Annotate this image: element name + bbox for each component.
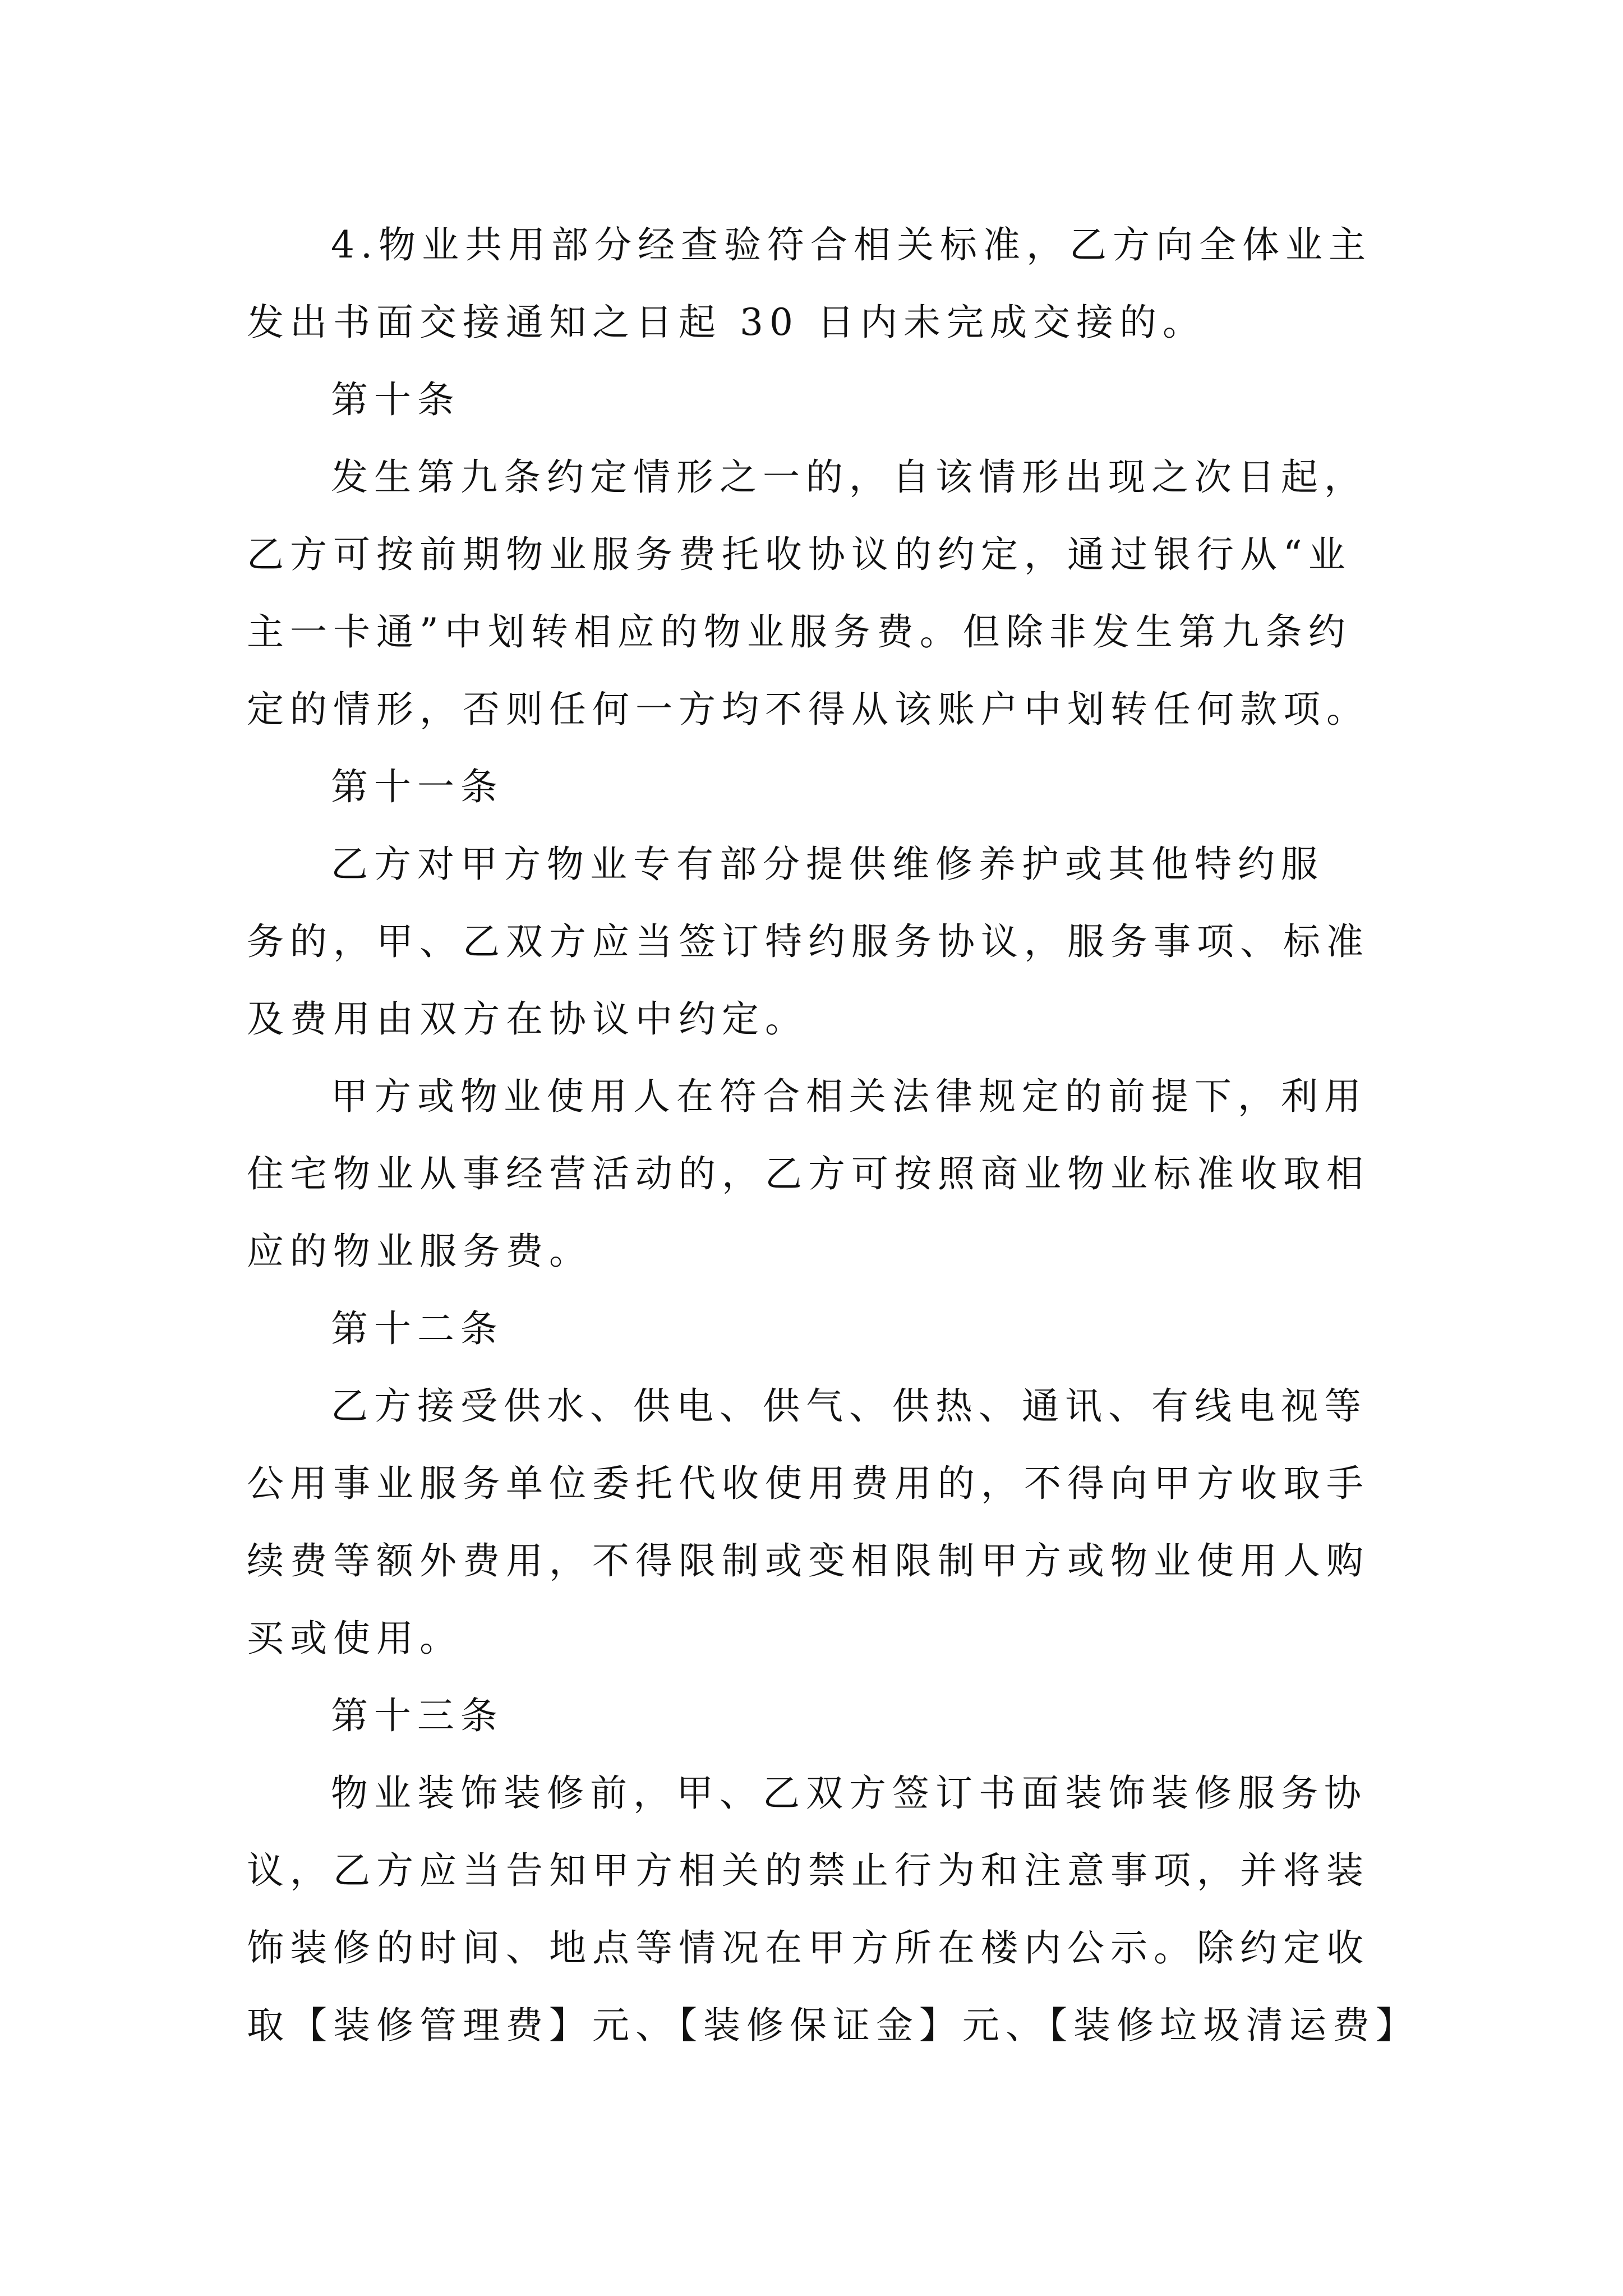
text-line: 住宅物业从事经营活动的，乙方可按照商业物业标准收取相 (247, 1152, 1370, 1195)
article-heading: 第十三条 (331, 1694, 504, 1737)
text-line: 甲方或物业使用人在符合相关法律规定的前提下，利用 (331, 1075, 1367, 1118)
text-line: 议，乙方应当告知甲方相关的禁止行为和注意事项，并将装 (247, 1849, 1370, 1892)
text-line: 乙方对甲方物业专有部分提供维修养护或其他特约服 (331, 843, 1324, 886)
text-line: 饰装修的时间、地点等情况在甲方所在楼内公示。除约定收 (247, 1926, 1370, 1970)
article-heading: 第十一条 (331, 765, 504, 808)
text-line: 乙方接受供水、供电、供气、供热、通讯、有线电视等 (331, 1384, 1367, 1428)
document-body (247, 206, 1419, 2064)
text-line: 主一卡通”中划转相应的物业服务费。但除非发生第九条约 (247, 610, 1352, 654)
text-line: 应的物业服务费。 (247, 1230, 592, 1273)
text-line: 续费等额外费用，不得限制或变相限制甲方或物业使用人购 (247, 1539, 1370, 1582)
text-line: 取【装修管理费】元、【装修保证金】元、【装修垃圾清运费】 (247, 2004, 1419, 2047)
text-line: 定的情形，否则任何一方均不得从该账户中划转任何款项。 (247, 688, 1370, 731)
text-line: 发生第九条约定情形之一的，自该情形出现之次日起， (331, 455, 1367, 499)
text-line: 物业装饰装修前，甲、乙双方签订书面装饰装修服务协 (331, 1772, 1367, 1815)
text-line: 及费用由双方在协议中约定。 (247, 997, 808, 1041)
article-heading: 第十二条 (331, 1307, 504, 1350)
article-heading: 第十条 (331, 378, 460, 421)
text-line: 发出书面交接通知之日起 30 日内未完成交接的。 (247, 301, 1206, 344)
text-line: 务的，甲、乙双方应当签订特约服务协议，服务事项、标准 (247, 920, 1370, 963)
text-line: 4.物业共用部分经查验符合相关标准，乙方向全体业主 (331, 223, 1372, 266)
text-line: 公用事业服务单位委托代收使用费用的，不得向甲方收取手 (247, 1462, 1370, 1505)
text-line: 买或使用。 (247, 1617, 463, 1660)
text-line: 乙方可按前期物业服务费托收协议的约定，通过银行从“业 (247, 533, 1352, 576)
